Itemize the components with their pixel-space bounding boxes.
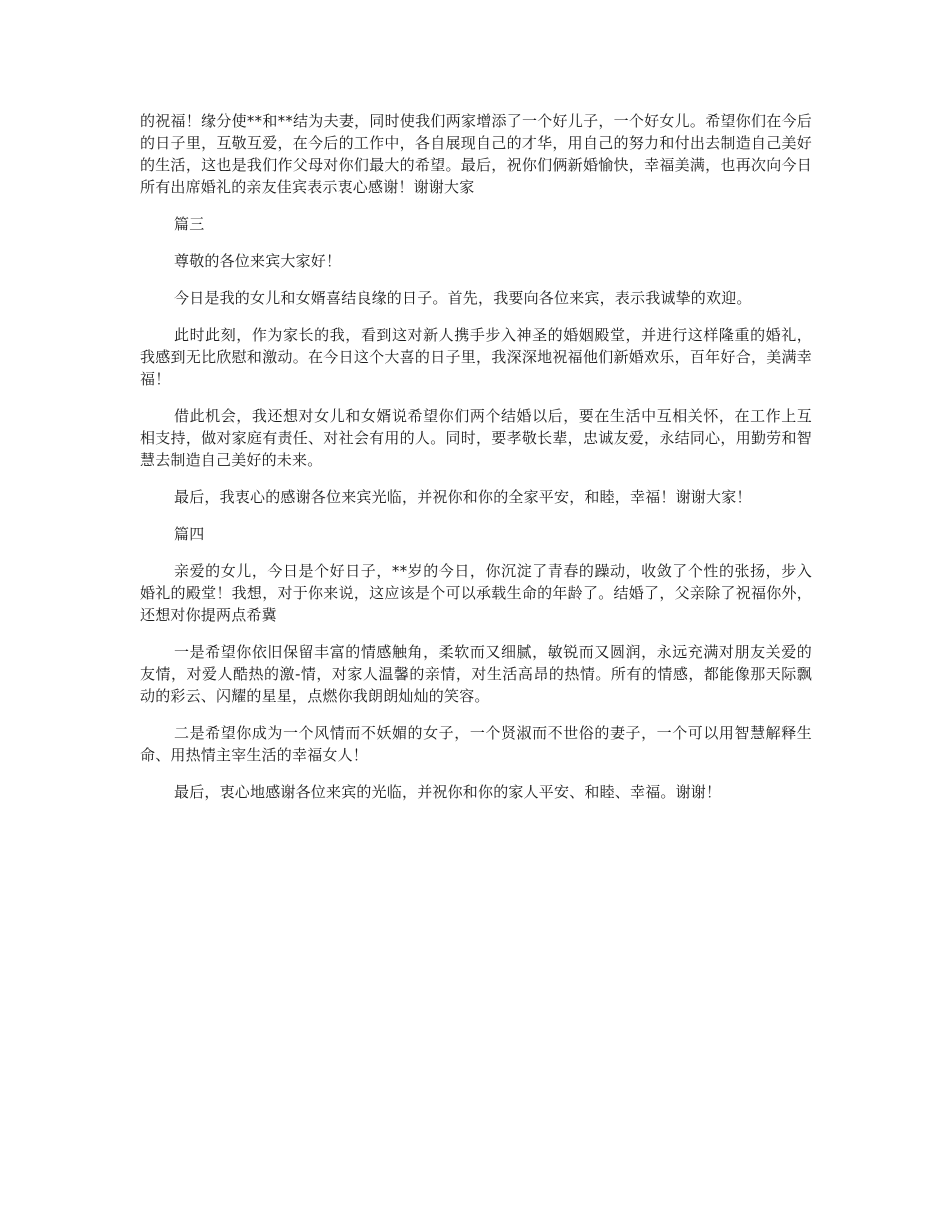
section4-paragraph-3: 二是希望你成为一个风情而不妖媚的女子，一个贤淑而不世俗的妻子，一个可以用智慧解释生命、用热情主宰生活的幸福女人！	[140, 724, 812, 764]
section-title-3: 篇三	[174, 215, 205, 233]
section3-paragraph-1: 今日是我的女儿和女婿喜结良缘的日子。首先，我要向各位来宾，表示我诚挚的欢迎。	[174, 289, 752, 307]
section3-paragraph-3: 借此机会，我还想对女儿和女婿说希望你们两个结婚以后，要在生活中互相关怀，在工作上互相支持，做对家庭有责任、对社会有用的人。同时，要孝敬长辈，忠诚友爱，永结同心，用勤劳和智慧去制造自己美好的未来。	[140, 407, 812, 469]
section4-paragraph-2: 一是希望你依旧保留丰富的情感触角，柔软而又细腻，敏锐而又圆润，永远充满对朋友关爱的友情，对爱人酷热的激-情，对家人温馨的亲情，对生活高昂的热情。所有的情感，都能像那天际飘动的彩云、闪耀的星星，点燃你我朗朗灿灿的笑容。	[140, 643, 812, 705]
intro-paragraph: 的祝福！缘分使**和**结为夫妻，同时使我们两家增添了一个好儿子，一个好女儿。希望你们在今后的日子里，互敬互爱，在今后的工作中，各自展现自己的才华，用自己的努力和付出去制造自己美好的生活，这也是我们作父母对你们最大的希望。最后，祝你们俩新婚愉快，幸福美满，也再次向今日所有出席婚礼的亲友佳宾表示衷心感谢！谢谢大家	[140, 112, 812, 196]
section3-paragraph-4: 最后，我衷心的感谢各位来宾光临，并祝你和你的全家平安，和睦，幸福！谢谢大家！	[174, 488, 752, 506]
section-title-4: 篇四	[174, 525, 205, 543]
section4-paragraph-4: 最后，衷心地感谢各位来宾的光临，并祝你和你的家人平安、和睦、幸福。谢谢！	[174, 783, 722, 801]
section3-paragraph-2: 此时此刻，作为家长的我，看到这对新人携手步入神圣的婚姻殿堂，并进行这样隆重的婚礼，我感到无比欣慰和激动。在今日这个大喜的日子里，我深深地祝福他们新婚欢乐，百年好合，美满幸福！	[140, 326, 812, 388]
document-page	[140, 110, 812, 803]
section4-paragraph-1: 亲爱的女儿，今日是个好日子，**岁的今日，你沉淀了青春的躁动，收敛了个性的张扬，步入婚礼的殿堂！我想，对于你来说，这应该是个可以承载生命的年龄了。结婚了，父亲除了祝福你外，还想对你提两点希冀	[140, 562, 812, 624]
section3-greeting: 尊敬的各位来宾大家好！	[174, 252, 342, 270]
